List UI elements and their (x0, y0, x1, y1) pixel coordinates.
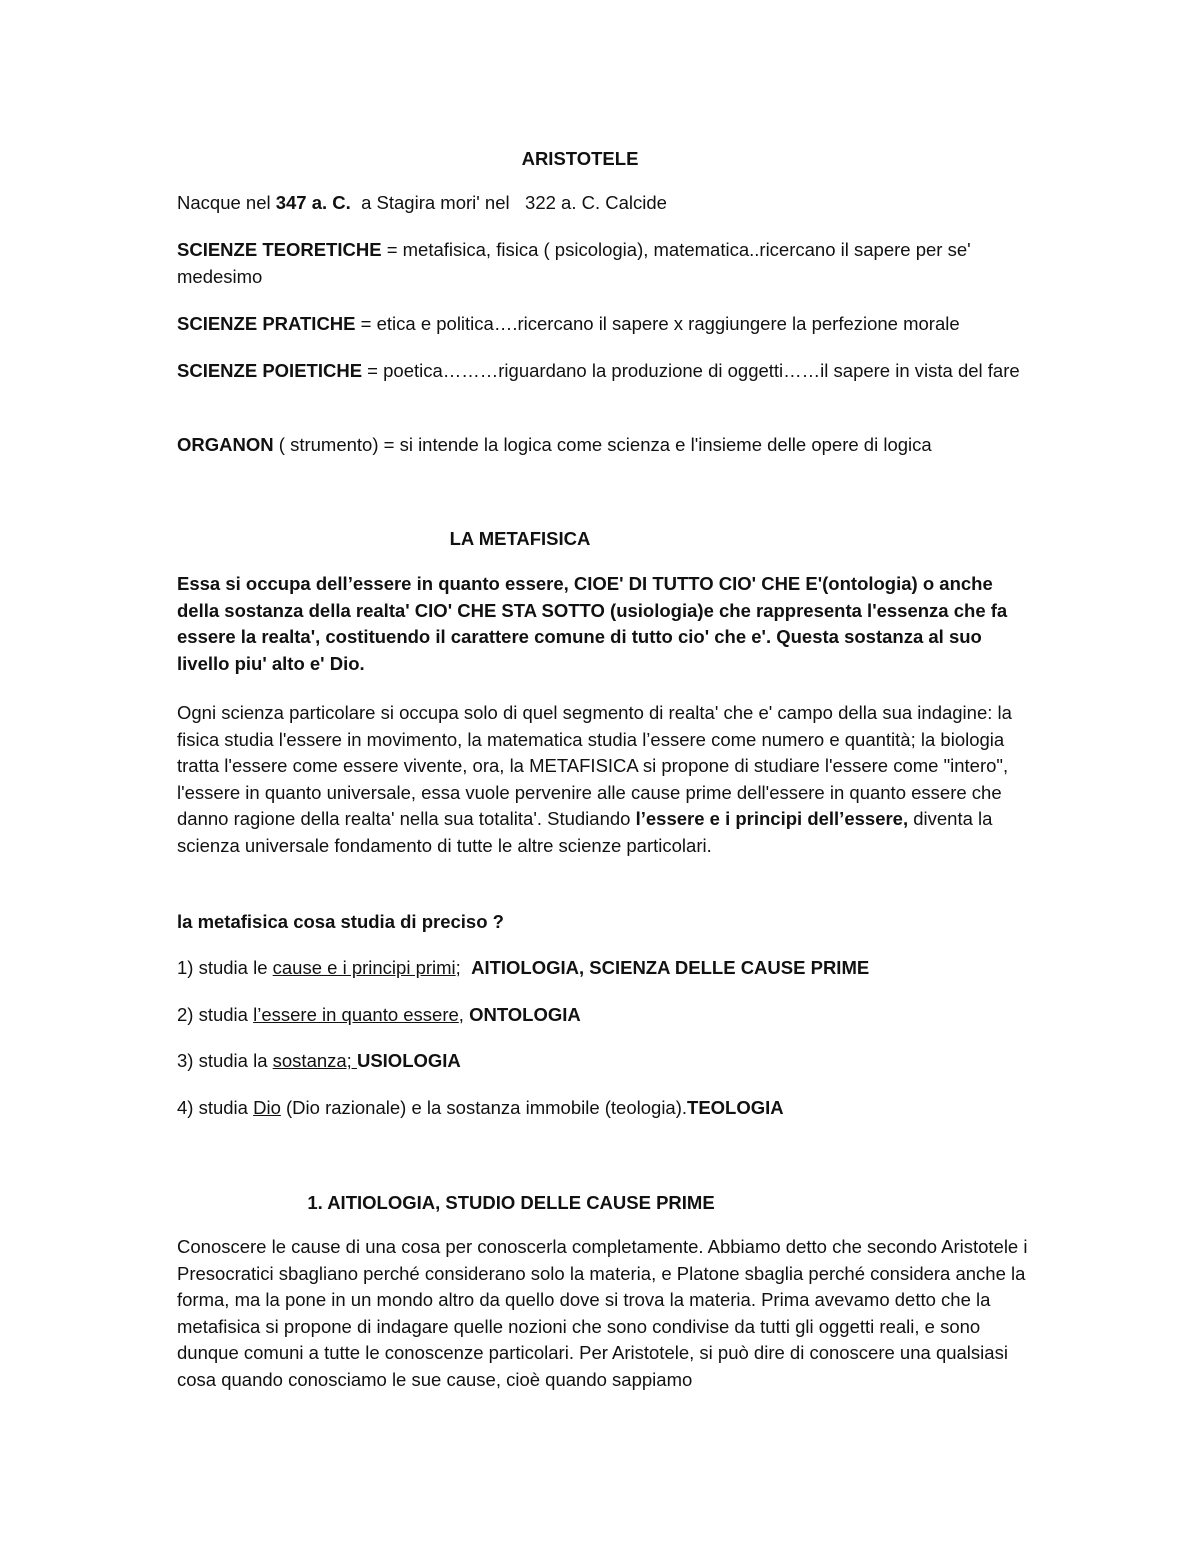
list-item-prefix: 2) studia (177, 1004, 254, 1025)
list-item-prefix: 3) studia la (177, 1050, 273, 1071)
scienze-teoretiche-paragraph (177, 237, 1037, 290)
scope-text-end: diventa la scienza universale fondamento di tutte le altre scienze particolari. (177, 808, 993, 856)
scienze-pratiche-text: = etica e politica….ricercano il sapere x raggiungere la perfezione morale (355, 313, 960, 334)
aitiologia-heading (0, 1190, 1022, 1217)
scienze-pratiche-term: SCIENZE PRATICHE (177, 313, 356, 334)
question-text: la metafisica cosa studia di preciso ? (177, 911, 504, 932)
scienze-poietiche-text: = poetica………riguardano la produzione di oggetti……il sapere in vista del fare (362, 360, 1020, 381)
list-item-bold: USIOLOGIA (356, 1050, 461, 1071)
list-item-underlined: cause e i principi primi (272, 957, 456, 978)
list-item-prefix: 4) studia (177, 1097, 254, 1118)
metafisica-scope-paragraph (177, 700, 1037, 859)
list-item-underlined: Dio (253, 1097, 281, 1118)
list-item-middle: , (458, 1004, 470, 1025)
death-year: 322 a. C. (525, 192, 601, 213)
list-item-middle: ; (455, 957, 472, 978)
list-item-bold: AITIOLOGIA, SCIENZA DELLE CAUSE PRIME (471, 957, 870, 978)
aitiologia-paragraph (177, 1234, 1037, 1393)
document-title (0, 146, 1160, 173)
list-item-middle: (Dio razionale) e la sostanza immobile (teologia). (280, 1097, 688, 1118)
metafisica-definition-paragraph (177, 571, 1037, 677)
organon-text: ( strumento) = si intende la logica come scienza e l'insieme delle opere di logica (273, 434, 932, 455)
scienze-poietiche-term: SCIENZE POIETICHE (177, 360, 363, 381)
list-item (177, 955, 1037, 982)
metafisica-definition-text: Essa si occupa dell’essere in quanto essere, CIOE' DI TUTTO CIO' CHE E'(ontologia) o anche della sostanza della realta' CIO' CHE STA SOTTO (usiologia)e che rappresenta l'essenza che fa essere la realta', costituendo il carattere comune di tutto cio' che e'. Questa sostanza al suo livello piu' alto e' Dio. (177, 573, 1008, 674)
metafisica-heading-text: LA METAFISICA (449, 528, 591, 549)
aitiologia-text: Conoscere le cause di una cosa per conoscerla completamente. Abbiamo detto che secondo Aristotele i Presocratici sbagliano perché considerano solo la materia, e Platone sbaglia perché considera anche la forma, ma la pone in un mondo altro da quello dove si trova la materia. Prima avevamo detto che la metafisica si propone di indagare quelle nozioni che sono condivise da tutti gli oggetti reali, e sono dunque comuni a tutte le conoscenze particolari. Per Aristotele, si può dire di conoscere una qualsiasi cosa quando conosciamo le sue cause, cioè quando sappiamo (177, 1236, 1028, 1390)
list-item-underlined: sostanza; (272, 1050, 357, 1071)
birth-suffix: Calcide (600, 192, 667, 213)
organon-paragraph (177, 432, 1037, 459)
title-text: ARISTOTELE (521, 148, 639, 169)
organon-term: ORGANON (177, 434, 274, 455)
scienze-pratiche-paragraph (177, 311, 1037, 338)
list-item-bold: TEOLOGIA (687, 1097, 784, 1118)
list-item-underlined: l’essere in quanto essere (253, 1004, 459, 1025)
birth-prefix: Nacque nel (177, 192, 276, 213)
birth-year: 347 a. C. (275, 192, 351, 213)
scienze-poietiche-paragraph (177, 358, 1037, 385)
birth-line (177, 190, 1037, 217)
list-item (177, 1095, 1037, 1122)
list-item-bold: ONTOLOGIA (469, 1004, 581, 1025)
list-item-prefix: 1) studia le (177, 957, 273, 978)
scope-text-start: Ogni scienza particolare si occupa solo di quel segmento di realta' che e' campo della sua indagine: la fisica studia l'essere in movimento, la matematica studia l’essere come numero e quantità; la biologia tratta l'essere come essere vivente, ora, la METAFISICA si propone di studiare l'essere come "intero", l'essere in quanto universale, essa vuole pervenire alle cause prime dell'essere in quanto essere che danno ragione della realta' nella sua totalita'. Studiando (177, 702, 1012, 829)
scienze-teoretiche-text: = metafisica, fisica ( psicologia), matematica..ricercano il sapere per se' medesimo (177, 239, 971, 287)
metafisica-heading (0, 526, 1040, 553)
aitiologia-heading-text: 1. AITIOLOGIA, STUDIO DELLE CAUSE PRIME (307, 1192, 715, 1213)
birth-mid: a Stagira mori' nel (350, 192, 526, 213)
scienze-teoretiche-term: SCIENZE TEORETICHE (177, 239, 382, 260)
scope-text-bold: l’essere e i principi dell’essere, (635, 808, 909, 829)
metafisica-question (177, 909, 1037, 936)
list-item (177, 1002, 1037, 1029)
list-item (177, 1048, 1037, 1075)
